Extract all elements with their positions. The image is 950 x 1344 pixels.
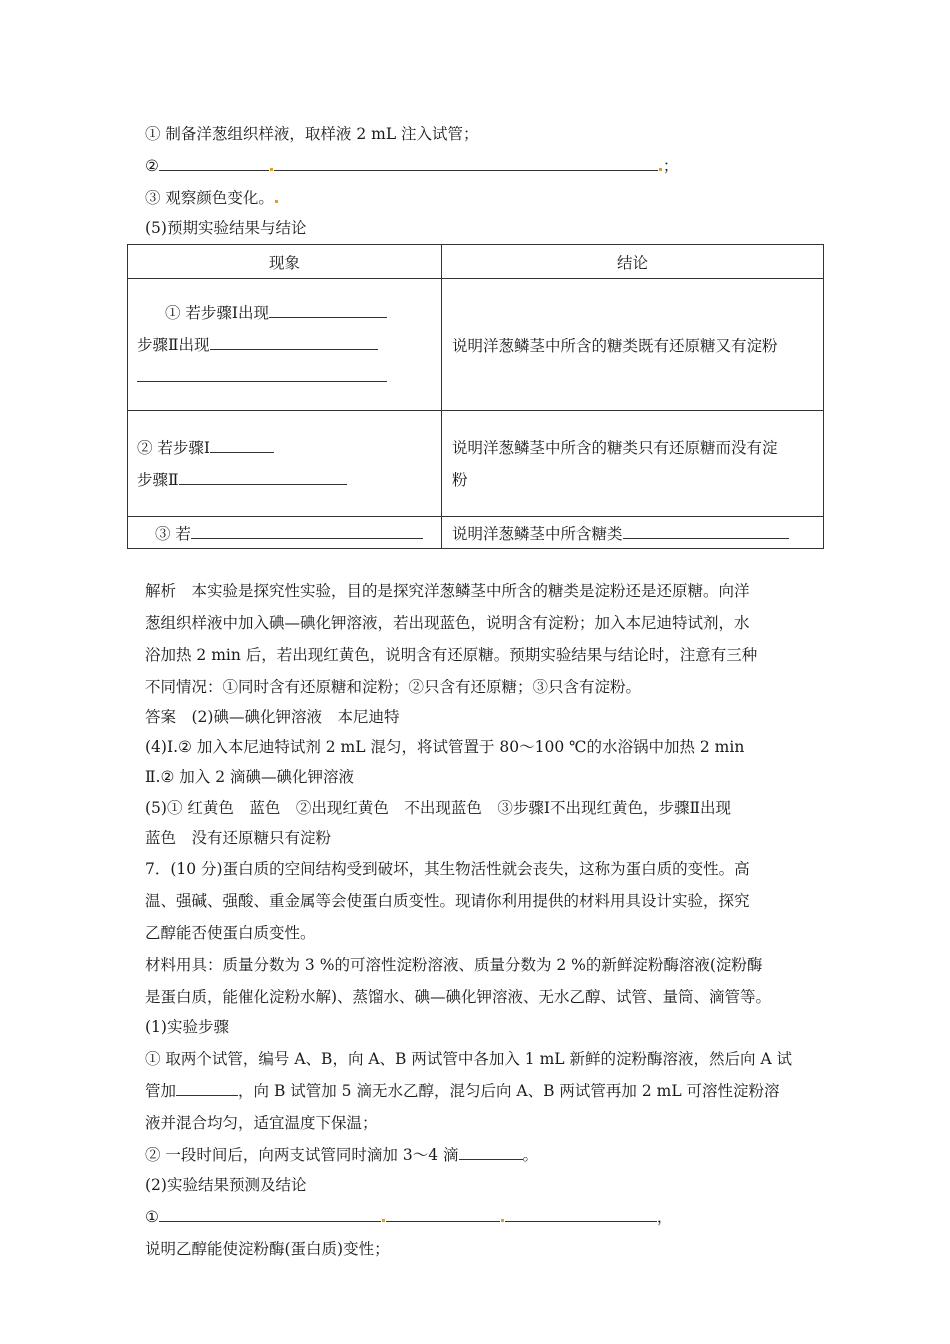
dot-mark <box>275 200 278 203</box>
answer-line: Ⅱ.② 加入 2 滴碘—碘化钾溶液 <box>145 768 355 786</box>
q7-line: 温、强碱、强酸、重金属等会使蛋白质变性。现请你利用提供的材料用具设计实验，探究 <box>145 892 750 910</box>
blank <box>210 335 378 350</box>
row-2-conclusion-line-1: 说明洋葱鳞茎中所含的糖类只有还原糖而没有淀 <box>452 438 778 457</box>
row-1-phenomenon <box>128 279 442 411</box>
q7-line: 7．(10 分)蛋白质的空间结构受到破坏，其生物活性就会丧失，这称为蛋白质的变性。高 <box>145 860 750 878</box>
q7-line: (1)实验步骤 <box>145 1018 229 1036</box>
blank <box>159 156 269 171</box>
q7-line-12-a: ① <box>145 1208 159 1226</box>
answer-line: (5)① 红黄色 蓝色 ②出现红黄色 不出现蓝色 ③步骤Ⅰ不出现红黄色，步骤Ⅱ出现 <box>145 799 732 817</box>
q7-line: (2)实验结果预测及结论 <box>145 1176 307 1194</box>
q7-line-10-a: ② 一段时间后，向两支试管同时滴加 3～4 滴 <box>145 1146 459 1164</box>
blank <box>269 303 387 318</box>
analysis-line: 葱组织样液中加入碘—碘化钾溶液，若出现蓝色，说明含有淀粉；加入本尼迪特试剂，水 <box>145 614 750 632</box>
blank <box>459 1145 523 1160</box>
step-2 <box>145 156 678 176</box>
q7-line: 是蛋白质，能催化淀粉水解)、蒸馏水、碘—碘化钾溶液、无水乙醇、试管、量筒、滴管等。 <box>145 988 772 1006</box>
q7-line: 材料用具：质量分数为 3 %的可溶性淀粉溶液、质量分数为 2 %的新鲜淀粉酶溶液(淀粉酶 <box>145 956 763 974</box>
dot-mark <box>270 168 273 171</box>
answer-line: 蓝色 没有还原糖只有淀粉 <box>145 829 332 847</box>
q7-line <box>145 1081 780 1101</box>
row-3-conclusion-text: 说明洋葱鳞茎中所含糖类 <box>452 524 623 543</box>
step-3 <box>145 188 279 208</box>
header-conclusion: 结论 <box>442 245 824 279</box>
step-3-text: ③ 观察颜色变化。 <box>145 189 274 207</box>
blank <box>179 470 347 485</box>
analysis-line: 不同情况：①同时含有还原糖和淀粉；②只含有还原糖；③只含有淀粉。 <box>145 678 642 696</box>
blank <box>386 1207 500 1222</box>
blank <box>274 156 658 171</box>
row-1-conclusion: 说明洋葱鳞茎中所含的糖类既有还原糖又有淀粉 <box>442 279 824 411</box>
q7-line: 说明乙醇能使淀粉酶(蛋白质)变性； <box>145 1240 390 1258</box>
q7-line-8-a: 管加 <box>145 1082 177 1100</box>
blank <box>623 524 789 539</box>
row-2-conclusion-line-2: 粉 <box>452 470 468 489</box>
blank <box>210 438 274 453</box>
q5-title: (5)预期实验结果与结论 <box>145 219 307 237</box>
row-3-text: ③ 若 <box>155 524 191 543</box>
dot-mark <box>659 168 662 171</box>
row-2-line-1: ② 若步骤Ⅰ <box>137 438 211 457</box>
blank <box>159 1207 381 1222</box>
row-3-phenomenon <box>128 517 442 549</box>
analysis-line: 解析 本实验是探究性实验，目的是探究洋葱鳞茎中所含的糖类是淀粉还是还原糖。向洋 <box>145 582 750 600</box>
row-1-line-2: 步骤Ⅱ出现 <box>137 335 210 354</box>
blank <box>505 1207 657 1222</box>
q7-line <box>145 1145 538 1165</box>
blank <box>176 1081 238 1096</box>
row-2-line-2: 步骤Ⅱ <box>137 470 179 489</box>
row-1-line-1: ① 若步骤Ⅰ出现 <box>165 303 270 322</box>
answer-line: (4)Ⅰ.② 加入本尼迪特试剂 2 mL 混匀，将试管置于 80～100 ℃的水浴锅中加热 2 min <box>145 738 745 756</box>
row-2-phenomenon <box>128 411 442 517</box>
step-1: ① 制备洋葱组织样液，取样液 2 mL 注入试管； <box>145 125 479 143</box>
q7-line-12-b: ， <box>656 1208 673 1226</box>
row-2-conclusion <box>442 411 824 517</box>
dot-mark <box>501 1219 504 1222</box>
q7-line: 液并混合均匀，适宜温度下保温； <box>145 1114 378 1132</box>
q7-line-8-b: ，向 B 试管加 5 滴无水乙醇，混匀后向 A、B 两试管再加 2 mL 可溶性淀粉溶 <box>238 1082 780 1100</box>
analysis-line: 浴加热 2 min 后，若出现红黄色，说明含有还原糖。预期实验结果与结论时，注意有三种 <box>145 646 758 664</box>
q7-line-10-b: 。 <box>522 1146 539 1164</box>
answer-line: 答案 (2)碘—碘化钾溶液 本尼迪特 <box>145 708 400 726</box>
step-2-prefix: ② <box>145 157 159 175</box>
blank <box>191 524 423 539</box>
blank <box>137 367 387 382</box>
q7-line: ① 取两个试管，编号 A、B，向 A、B 两试管中各加入 1 mL 新鲜的淀粉酶溶液，然后向 A 试 <box>145 1050 793 1068</box>
row-3-conclusion <box>442 517 824 549</box>
result-table <box>127 244 824 549</box>
q7-line: 乙醇能否使蛋白质变性。 <box>145 924 316 942</box>
q7-line <box>145 1207 672 1227</box>
dot-mark <box>382 1219 385 1222</box>
step-2-suffix: ； <box>662 157 679 175</box>
header-phenomenon: 现象 <box>128 245 442 279</box>
